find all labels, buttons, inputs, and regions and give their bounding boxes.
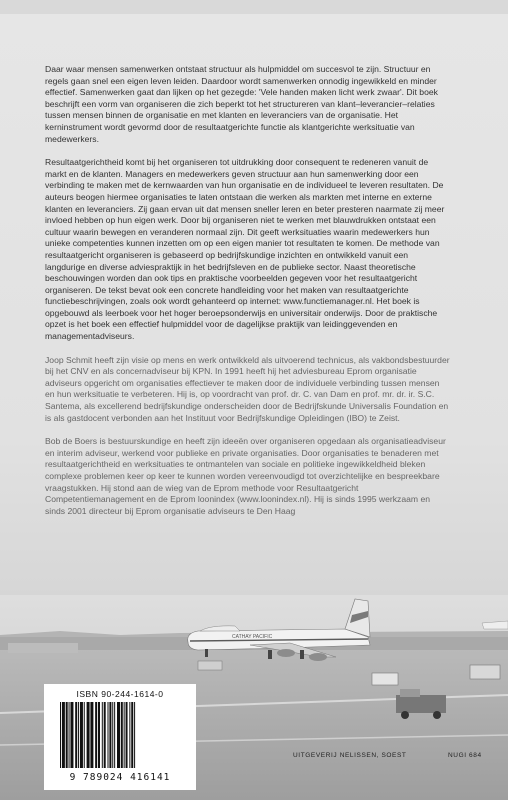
- barcode-bar: [102, 702, 103, 768]
- barcode-bar: [134, 702, 135, 768]
- baggage-tractor: [396, 695, 446, 713]
- barcode-bar: [108, 702, 109, 768]
- barcode-bar: [90, 702, 93, 768]
- barcode-bar: [62, 702, 65, 768]
- publisher-name: UITGEVERIJ NELISSEN, SOEST: [293, 752, 407, 759]
- author-bio-schmit: Joop Schmit heeft zijn visie op mens en werk ontwikkeld als uitvoerend technicus, als vakbondsbestuurder bij het CNV en als concernadviseur bij KPN. In 1991 heeft hij het adviesbureau Eprom organisatie adviseurs opgericht om organisaties effectiever te maken door de individuele verbinding tussen mensen en hun werksituatie te verbeteren. Hij is, op voordracht van prof. dr. C. van Dam en prof. mr. dr. ir. S.C. Santema, als excellerend bedrijfskundige onderscheiden door de Bedrijfskunde Universalis Foundation en is als gastdocent verbonden aan het Instituut voor Bedrijfskundige Opleidingen (IBO) te Zeist.: [45, 354, 450, 423]
- barcode-bar: [104, 702, 106, 768]
- barcode: [58, 702, 186, 768]
- barcode-bar: [66, 702, 68, 768]
- barcode-bar: [129, 702, 130, 768]
- barcode-bar: [69, 702, 70, 768]
- ean-number: 9 789024 416141: [69, 772, 171, 783]
- barcode-bar: [109, 702, 111, 768]
- intro-paragraph: Daar waar mensen samenwerken ontstaat structuur als hulpmiddel om succesvol te zijn. Structuur en regels gaan snel een eigen leven leiden. Daardoor wordt samenwerken onnodig ingewikkeld en minder effectief. Samenwerken gaat dan lijken op het gezegde: 'Vele handen maken licht werk zwaar'. Dit boek beschrijft een vorm van organiseren die zich beperkt tot het structureren van klant–leverancier–relaties tussen mensen binnen de organisatie en met klanten en leveranciers van de organisatie. Het kerninstrument wordt gevormd door de resultaatgerichte functie als klantgerichte werksituatie van medewerkers.: [45, 64, 438, 144]
- barcode-bar: [84, 702, 85, 768]
- airline-livery-text: CATHAY PACIFIC: [232, 634, 273, 640]
- service-van: [372, 673, 398, 685]
- barcode-bar: [112, 702, 113, 768]
- top-band: [0, 0, 508, 14]
- isbn-label: ISBN 90-244-1614-0: [76, 689, 164, 699]
- barcode-bar: [95, 702, 97, 768]
- barcode-bar: [75, 702, 77, 768]
- barcode-bar: [70, 702, 73, 768]
- blurb: [45, 64, 450, 529]
- terminal-building: [8, 643, 78, 653]
- barcode-bar: [131, 702, 133, 768]
- tug-vehicle: [198, 661, 222, 670]
- barcode-bar: [78, 702, 79, 768]
- barcode-bar: [121, 702, 123, 768]
- nugi-code: NUGI 684: [448, 752, 482, 759]
- barcode-bar: [98, 702, 100, 768]
- author-bio-de-boers: Bob de Boers is bestuurskundige en heeft zijn ideeën over organiseren opgedaan als organisatieadviseur en interim adviseur, werkend voor publieke en private organisaties. Door organisaties te benaderen met resultaatgerichtheid en werksituaties te ontmantelen van sociale en politieke ingewikkeldheid bleken complexe problemen keer op keer te kunnen worden vereenvoudigd tot overzichtelijke en bespreekbare vraagstukken. Hij stond aan de wieg van de Eprom methode voor Resultaatgericht Competentiemanagement en de Eprom loonindex (www.loonindex.nl). Hij is sinds 1995 werkzaam en sinds 2001 directeur bij Eprom organisatie adviseurs te Den Haag: [45, 436, 446, 516]
- barcode-bar: [87, 702, 90, 768]
- barcode-bar: [60, 702, 61, 768]
- barcode-bar: [117, 702, 120, 768]
- barcode-bar: [80, 702, 83, 768]
- barcode-bar: [126, 702, 128, 768]
- barcode-bar: [114, 702, 115, 768]
- barcode-panel: [44, 684, 196, 790]
- barcode-bar: [124, 702, 125, 768]
- body-paragraph: Resultaatgerichtheid komt bij het organiseren tot uitdrukking door consequent te redeneren vanuit de markt en de klanten. Managers en medewerkers geven structuur aan hun samenwerking door een verbinding te maken met de kernwaarden van hun organisatie en de individueel te leveren resultaten. De auteurs beogen hiermee organisaties te laten ontstaan die werken als markten met interne en externe klanten en leveranciers. Zij gaan ervan uit dat mensen sneller leren en beter presteren naarmate zij meer invloed hebben op hun eigen werk. Door bij organiseren niet te werken met blauwdrukken ontstaat een cultuur waarin bewegen en veranderen normaal zijn. Dit geeft werksituaties waarin medewerkers hun unieke competenties kunnen inzetten om op een eigen manier tot resultaten te komen. De methode van resultaatgericht organiseren is gebaseerd op bedrijfskundige inzichten en ontwikkeld vanuit een langdurige en diverse adviespraktijk in het bedrijfsleven en de publieke sector. Naast theoretische beschouwingen worden dan ook tips en praktische voorbeelden gegeven voor het resultaatgericht organiseren. De tekst bevat ook een concrete handleiding voor het maken van resultaatgerichte functiebeschrijvingen, zoals ook wordt gehanteerd op internet: www.functiemanager.nl. Het boek is opgebouwd als leerboek voor het hoger beroepsonderwijs en universitair onderwijs. Door de praktische opzet is het boek een effectief hulpmiddel voor de dagelijkse praktijk van leidinggevenden en managementadviseurs.: [45, 157, 445, 342]
- service-truck: [470, 665, 500, 679]
